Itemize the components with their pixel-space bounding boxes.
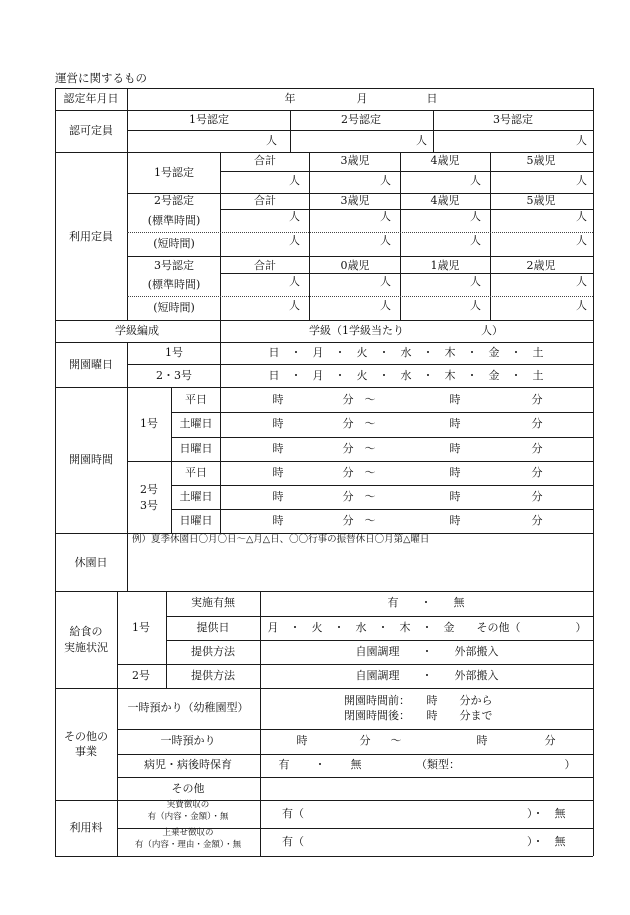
sonota-other-label: その他 (171, 782, 205, 795)
hour-label: 時 (449, 393, 461, 406)
riyo-3go-col: 2歳児 (526, 259, 556, 272)
teikyo-bi-options: 月 ・ 火 ・ 水 ・ 木 ・ 金 その他（ ） (267, 621, 587, 634)
v-rule (117, 591, 118, 688)
weekday-selector-1go[interactable] (221, 343, 592, 363)
ichiji-after-text: 閉園時間後： 時 分まで (344, 709, 493, 722)
kyoka-unit: 人 (416, 134, 427, 147)
jippi-line1: 実費徴収の (166, 800, 210, 810)
riyo-2go-col: 3歳児 (340, 194, 370, 207)
kyoka-3go-field[interactable] (434, 131, 592, 151)
jisshi-options: 有 ・ 無 (387, 596, 465, 609)
uwanose-end: ）・ 無 (527, 835, 566, 848)
range-label: ～ (390, 734, 402, 747)
riyo-unit: 人 (380, 299, 391, 312)
weekday-selector-23go[interactable] (221, 365, 592, 386)
kaien-jikan-label: 開園時間 (69, 453, 113, 466)
range-label: ～ (364, 393, 376, 406)
dotted-rule (127, 296, 593, 297)
riyo-2go-short: (短時間) (153, 237, 195, 250)
kyoka-col1: 1号認定 (189, 113, 229, 126)
byouji-dot: ・ (314, 758, 326, 771)
kaien-jikan-day: 土曜日 (179, 417, 213, 430)
sonota-label: 事業 (75, 745, 97, 758)
riyo-unit: 人 (380, 275, 391, 288)
byouji-type: （類型： ） (416, 758, 576, 771)
riyo-unit: 人 (470, 275, 481, 288)
riyo-unit: 人 (576, 299, 587, 312)
h-rule (220, 171, 593, 172)
hour-label: 時 (272, 442, 284, 455)
riyo-unit: 人 (576, 174, 587, 187)
riyo-unit: 人 (289, 174, 300, 187)
gakkyu-field[interactable] (221, 321, 592, 341)
v-rule (117, 688, 118, 800)
riyo-2go-label: 2号認定 (154, 194, 194, 207)
riyo-1go-col: 合計 (254, 154, 276, 167)
range-label: ～ (364, 490, 376, 503)
minute-label: 分 (531, 442, 543, 455)
teikyo-hoho-selector-1go[interactable] (261, 641, 592, 663)
teikyo-hoho-label: 提供方法 (191, 645, 235, 658)
kyoka-unit: 人 (266, 134, 277, 147)
teikyo-bi-selector[interactable] (261, 617, 592, 639)
opening-time-field[interactable] (221, 389, 592, 411)
jippi-ari: 有（ (282, 807, 304, 820)
hour-label: 時 (272, 514, 284, 527)
row-divider (55, 387, 593, 389)
riyo-unit: 人 (470, 299, 481, 312)
uwanose-line2: 有（内容・理由・金額）・無 (134, 840, 242, 850)
section-title: 運営に関するもの (55, 71, 147, 85)
riyo-unit: 人 (289, 275, 300, 288)
kyoka-col2: 2号認定 (341, 113, 381, 126)
ichiji-youchien-label: 一時預かり（幼稚園型） (127, 701, 249, 714)
riyo-unit: 人 (470, 234, 481, 247)
minute-label: 分 (544, 734, 556, 747)
row-divider (55, 110, 593, 112)
gakkyu-label: 学級編成 (115, 324, 159, 337)
kyuen-field[interactable] (128, 552, 592, 590)
hour-label: 時 (272, 490, 284, 503)
minute-label: 分 (342, 466, 354, 479)
riyo-unit: 人 (380, 234, 391, 247)
riyo-unit: 人 (289, 210, 300, 223)
opening-time-field[interactable] (221, 413, 592, 435)
minute-label: 分 (531, 490, 543, 503)
teikyo-hoho-selector-2go[interactable] (261, 665, 592, 687)
minute-label: 分 (342, 442, 354, 455)
byouji-label: 病児・病後時保育 (144, 758, 232, 771)
riyo-3go-short: (短時間) (153, 301, 195, 314)
kaien-youbi-23go: 2・3号 (156, 369, 192, 382)
riyo-label: 利用定員 (69, 230, 113, 243)
kyushoku-1go: 1号 (132, 621, 150, 634)
jippi-end: ）・ 無 (527, 807, 566, 820)
kyoka-unit: 人 (576, 134, 587, 147)
riyo-unit: 人 (576, 210, 587, 223)
minute-label: 分 (531, 466, 543, 479)
minute-label: 分 (342, 514, 354, 527)
uwanose-field[interactable] (261, 829, 592, 855)
riyo-3go-col: 1歳児 (430, 259, 460, 272)
jisshi-selector[interactable] (261, 592, 592, 615)
riyo-unit: 人 (380, 210, 391, 223)
minute-label: 分 (342, 490, 354, 503)
kyushoku-2go: 2号 (132, 669, 150, 682)
ichiji-before-text: 開園時間前： 時 分から (344, 694, 493, 707)
minute-label: 分 (531, 514, 543, 527)
kaien-youbi-1go: 1号 (165, 346, 183, 359)
hour-label: 時 (449, 466, 461, 479)
kyuen-label: 休園日 (74, 556, 108, 569)
hour-label: 時 (272, 417, 284, 430)
byouji-nashi: 無 (350, 758, 362, 771)
riyo-1go-label: 1号認定 (154, 166, 194, 179)
riyo-unit: 人 (380, 174, 391, 187)
opening-time-field[interactable] (221, 462, 592, 484)
v-rule (171, 387, 172, 533)
riyo-3go-col: 0歳児 (340, 259, 370, 272)
hour-label: 時 (296, 734, 308, 747)
riyo-3go-std: (標準時間) (147, 278, 201, 291)
riyo-3go-col: 合計 (254, 259, 276, 272)
riyo-2go-col: 合計 (254, 194, 276, 207)
v-rule (127, 387, 128, 533)
kyoka-col3: 3号認定 (493, 113, 533, 126)
kyoka-label: 認可定員 (69, 124, 113, 137)
minute-label: 分 (531, 417, 543, 430)
table-bottom-border (55, 856, 593, 858)
riyo-unit: 人 (576, 234, 587, 247)
kaien-jikan-day: 平日 (185, 466, 207, 479)
ichiji-youchien-field[interactable] (261, 689, 592, 728)
minute-label: 分 (359, 734, 371, 747)
minute-label: 分 (531, 393, 543, 406)
byouji-field[interactable] (261, 755, 592, 776)
opening-time-field[interactable] (221, 510, 592, 532)
range-label: ～ (364, 514, 376, 527)
range-label: ～ (364, 442, 376, 455)
kyushoku-label: 給食の (69, 625, 103, 638)
kaien-jikan-3go: 3号 (140, 499, 158, 512)
v-rule (490, 152, 491, 320)
hour-label: 時 (449, 490, 461, 503)
v-rule (309, 152, 310, 320)
nintei-date-field[interactable] (128, 89, 592, 109)
minute-label: 分 (342, 417, 354, 430)
hour-label: 時 (272, 393, 284, 406)
riyo-unit: 人 (470, 210, 481, 223)
teikyo-bi-label: 提供日 (196, 621, 230, 634)
ichiji-label: 一時預かり (160, 734, 216, 747)
riyo-2go-std: (標準時間) (147, 214, 201, 227)
gakkyu-value: 学級（1学級当たり 人） (309, 324, 503, 337)
kaien-jikan-day: 日曜日 (179, 442, 213, 455)
minute-label: 分 (342, 393, 354, 406)
weekday-options: 日 ・ 月 ・ 火 ・ 水 ・ 木 ・ 金 ・ 土 (268, 346, 544, 359)
opening-time-field[interactable] (221, 486, 592, 508)
uwanose-line1: 上乗せ徴収の (162, 828, 214, 838)
riyo-3go-label: 3号認定 (154, 259, 194, 272)
riyo-unit: 人 (289, 234, 300, 247)
kaien-jikan-day: 平日 (185, 393, 207, 406)
sonota-label: その他の (64, 730, 108, 743)
hour-label: 時 (449, 417, 461, 430)
h-rule (127, 256, 593, 257)
table-right-border (593, 88, 595, 856)
kaien-jikan-day: 日曜日 (179, 514, 213, 527)
riyo-unit: 人 (576, 275, 587, 288)
h-rule (220, 209, 593, 210)
riyo-1go-col: 5歳児 (526, 154, 556, 167)
riyo-unit: 人 (470, 174, 481, 187)
riyo-1go-col: 4歳児 (430, 154, 460, 167)
year-label: 年 (284, 92, 296, 105)
byouji-ari: 有 (278, 758, 290, 771)
jippi-line2: 有（内容・金額）・無 (147, 812, 229, 822)
kyoka-1go-field[interactable] (128, 131, 289, 151)
v-rule (127, 88, 128, 320)
riyo-2go-col: 4歳児 (430, 194, 460, 207)
day-label: 日 (426, 92, 438, 105)
riyo-1go-col: 3歳児 (340, 154, 370, 167)
riyo-2go-col: 5歳児 (526, 194, 556, 207)
weekday-options: 日 ・ 月 ・ 火 ・ 水 ・ 木 ・ 金 ・ 土 (268, 369, 544, 382)
kyoka-2go-field[interactable] (291, 131, 432, 151)
kaien-youbi-label: 開園曜日 (69, 358, 113, 371)
uwanose-ari: 有（ (282, 835, 304, 848)
h-rule (220, 273, 593, 274)
kaien-jikan-day: 土曜日 (179, 490, 213, 503)
month-label: 月 (356, 92, 368, 105)
kaien-jikan-1go: 1号 (140, 417, 158, 430)
row-divider (55, 152, 593, 154)
teikyo-hoho-options: 自園調理 ・ 外部搬入 (355, 669, 499, 682)
range-label: ～ (364, 466, 376, 479)
table-left-border (55, 88, 57, 856)
hour-label: 時 (449, 514, 461, 527)
hour-label: 時 (449, 442, 461, 455)
kyushoku-label: 実施状況 (64, 641, 108, 654)
jippi-field[interactable] (261, 801, 592, 827)
teikyo-hoho-label: 提供方法 (191, 669, 235, 682)
v-rule (400, 152, 401, 320)
teikyo-hoho-options: 自園調理 ・ 外部搬入 (355, 645, 499, 658)
ichiji-time-field[interactable] (261, 730, 592, 753)
opening-time-field[interactable] (221, 438, 592, 460)
dotted-rule (127, 232, 593, 233)
kyuen-example: 例）夏季休園日〇月〇日～△月△日、〇〇行事の振替休日〇月第△曜日 (132, 534, 430, 545)
range-label: ～ (364, 417, 376, 430)
riyo-unit: 人 (289, 299, 300, 312)
riyoryo-label: 利用料 (69, 821, 103, 834)
hour-label: 時 (272, 466, 284, 479)
sonota-other-field[interactable] (261, 778, 592, 799)
nintei-label: 認定年月日 (63, 92, 119, 105)
hour-label: 時 (476, 734, 488, 747)
kaien-jikan-2go: 2号 (140, 483, 158, 496)
jisshi-label: 実施有無 (191, 596, 235, 609)
